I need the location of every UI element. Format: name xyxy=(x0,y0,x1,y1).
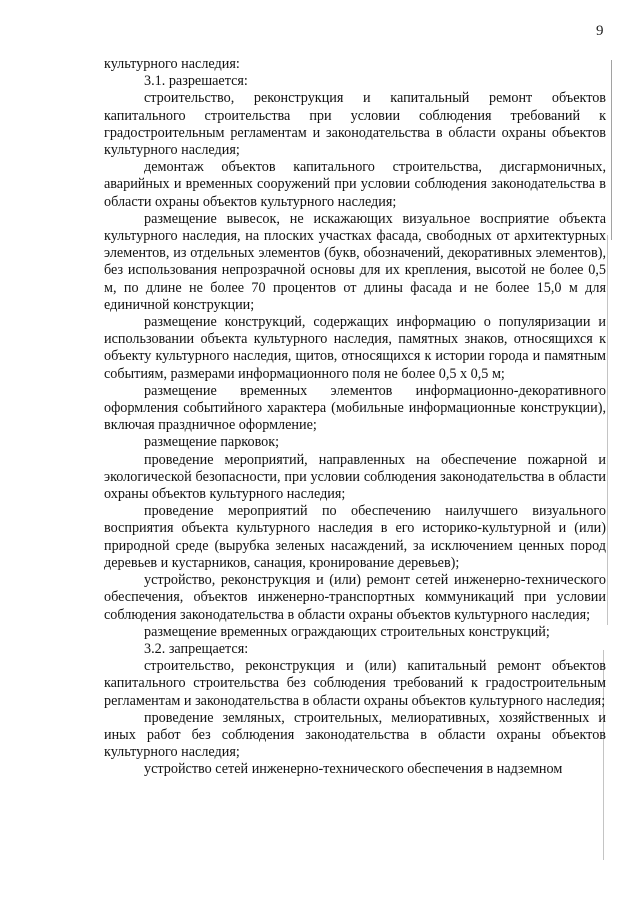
document-body xyxy=(104,56,606,779)
paragraph: проведение мероприятий по обеспечению наилучшего визуального восприятия объекта культурного наследия в его историко-культурной и (или) природной среде (вырубка зеленых насаждений, за исключением ценных пород деревьев и кустарников, санация, кронирование деревьев); xyxy=(104,503,606,571)
paragraph: устройство, реконструкция и (или) ремонт сетей инженерно-технического обеспечения, объектов инженерно-транспортных коммуникаций при условии соблюдения законодательства в области охраны объектов культурного наследия; xyxy=(104,572,606,623)
paragraph-continuation: культурного наследия: xyxy=(104,56,240,72)
paragraph: строительство, реконструкция и (или) капитальный ремонт объектов капитального строительства без соблюдения требований к градостроительным регламентам и законодательства в области охраны объектов культурного наследия; xyxy=(104,658,606,709)
paragraph: размещение конструкций, содержащих информацию о популяризации и использовании объекта культурного наследия, памятных знаков, относящихся к объекту культурного наследия, щитов, относящихся к истории города и памятным событиям, размерами информационного поля не более 0,5 х 0,5 м; xyxy=(104,314,606,382)
paragraph: демонтаж объектов капитального строительства, дисгармоничных, аварийных и временных сооружений при условии соблюдения законодательства в области охраны объектов культурного наследия; xyxy=(104,159,606,210)
paragraph: устройство сетей инженерно-технического обеспечения в надземном xyxy=(144,761,563,778)
paragraph: размещение парковок; xyxy=(144,434,280,451)
paragraph: размещение временных ограждающих строительных конструкций; xyxy=(144,623,550,640)
scan-margin-line xyxy=(611,60,612,240)
section-heading-allowed: 3.1. разрешается: xyxy=(144,73,248,90)
paragraph: строительство, реконструкция и капитальный ремонт объектов капитального строительства при условии соблюдения требований к градостроительным регламентам и законодательства в области охраны объектов культурного наследия; xyxy=(104,90,606,159)
paragraph: размещение временных элементов информационно-декоративного оформления событийного характера (мобильные информационные конструкции), включая праздничное оформление; xyxy=(104,382,606,434)
paragraph: проведение земляных, строительных, мелиоративных, хозяйственных и иных работ без соблюдения законодательства в области охраны объектов культурного наследия; xyxy=(104,709,606,761)
paragraph: проведение мероприятий, направленных на обеспечение пожарной и экологической безопасности, при условии соблюдения законодательства в области охраны объектов культурного наследия; xyxy=(104,451,606,503)
section-heading-prohibited: 3.2. запрещается: xyxy=(144,640,249,657)
paragraph: размещение вывесок, не искажающих визуальное восприятие объекта культурного наследия, на плоских участках фасада, свободных от архитектурных элементов, из отдельных элементов (букв, обозначений, декоративных элементов), без использования непрозрачной основы для их крепления, высотой не более 0,5 м, по длине не более 70 процентов от длины фасада и не более 15,0 м для единичной конструкции; xyxy=(104,210,606,313)
scan-margin-line xyxy=(607,235,608,625)
page-number: 9 xyxy=(596,23,604,39)
